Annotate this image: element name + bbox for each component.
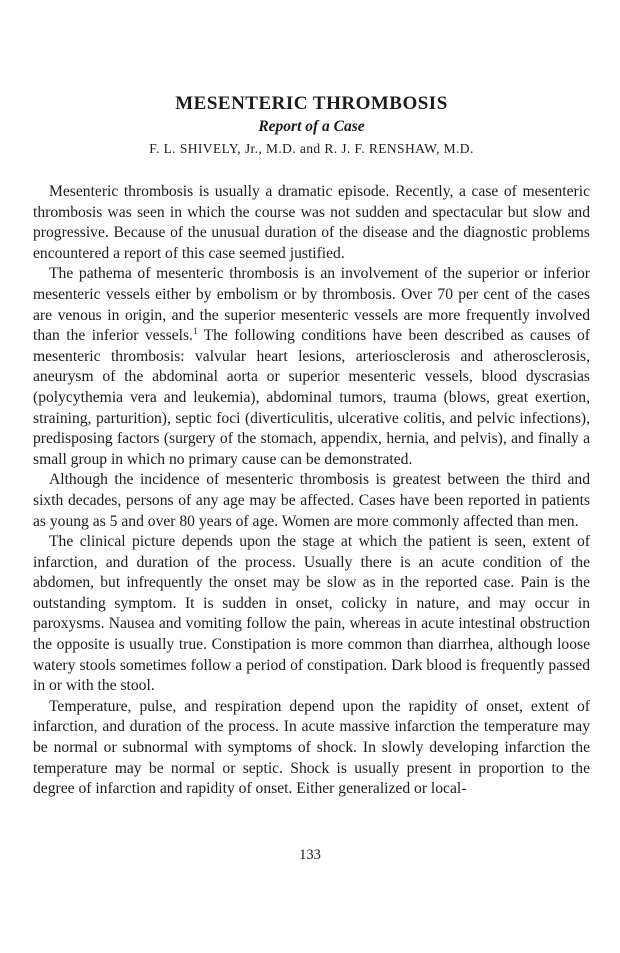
paragraph-intro: Mesenteric thrombosis is usually a dramatic episode. Recently, a case of mesenteric thrombosis was seen in which the course was not sudden and spectacular but slow and progressive. Because of the unusual duration of the disease and the diagnostic problems encountered a report of this case seemed justified. [33, 183, 590, 262]
reference-marker: 1 [192, 325, 198, 336]
paragraph-vital-signs: Temperature, pulse, and respiration depend upon the rapidity of onset, extent of infarction, and duration of the process. In acute massive infarction the temperature may be normal or subnormal with symptoms of shock. In slowly developing infarction the temperature may be normal or septic. Shock is usually present in proportion to the degree of infarction and rapidity of onset. Either generalized or local- [33, 697, 590, 798]
page-number: 133 [299, 847, 321, 863]
article-authors: F. L. SHIVELY, Jr., M.D. and R. J. F. RENSHAW, M.D. [149, 141, 474, 156]
article-subtitle: Report of a Case [258, 118, 365, 135]
paragraph-pathema-text-a: The pathema of mesenteric thrombosis is an involvement of the superior or inferior mesenteric vessels either by embolism or by thrombosis. Over 70 per cent of the cases are venous in origin, and the superior mesenteric vessels are more frequently involved than the inferior vessels. [33, 265, 590, 345]
paragraph-pathema [33, 264, 590, 470]
article-title: MESENTERIC THROMBOSIS [175, 93, 448, 114]
paragraph-incidence: Although the incidence of mesenteric thrombosis is greatest between the third and sixth decades, persons of any age may be affected. Cases have been reported in patients as young as 5 and over 80 years of age. Women are more commonly affected than men. [33, 471, 590, 530]
article-body [33, 182, 590, 800]
article-page [33, 92, 590, 800]
paragraph-pathema-text-b: The following conditions have been described as causes of mesenteric thrombosis: valvular heart lesions, arteriosclerosis and atherosclerosis, aneurysm of the abdominal aorta or superior mesenteric vessels, blood dyscrasias (polycythemia vera and leukemia), abdominal tumors, trauma (blows, great exertion, straining, parturition), septic foci (diverticulitis, ulcerative colitis, and pelvic infections), predisposing factors (surgery of the stomach, appendix, hernia, and pelvis), and finally a small group in which no primary cause can be demonstrated. [33, 327, 590, 468]
paragraph-clinical-picture: The clinical picture depends upon the stage at which the patient is seen, extent of infarction, and duration of the process. Usually there is an acute condition of the abdomen, but infrequently the onset may be slow as in the reported case. Pain is the outstanding symptom. It is sudden in onset, colicky in nature, and may occur in paroxysms. Nausea and vomiting follow the pain, whereas in acute intestinal obstruction the opposite is usually true. Constipation is more common than diarrhea, although loose watery stools sometimes follow a period of constipation. Dark blood is frequently passed in or with the stool. [33, 533, 590, 695]
